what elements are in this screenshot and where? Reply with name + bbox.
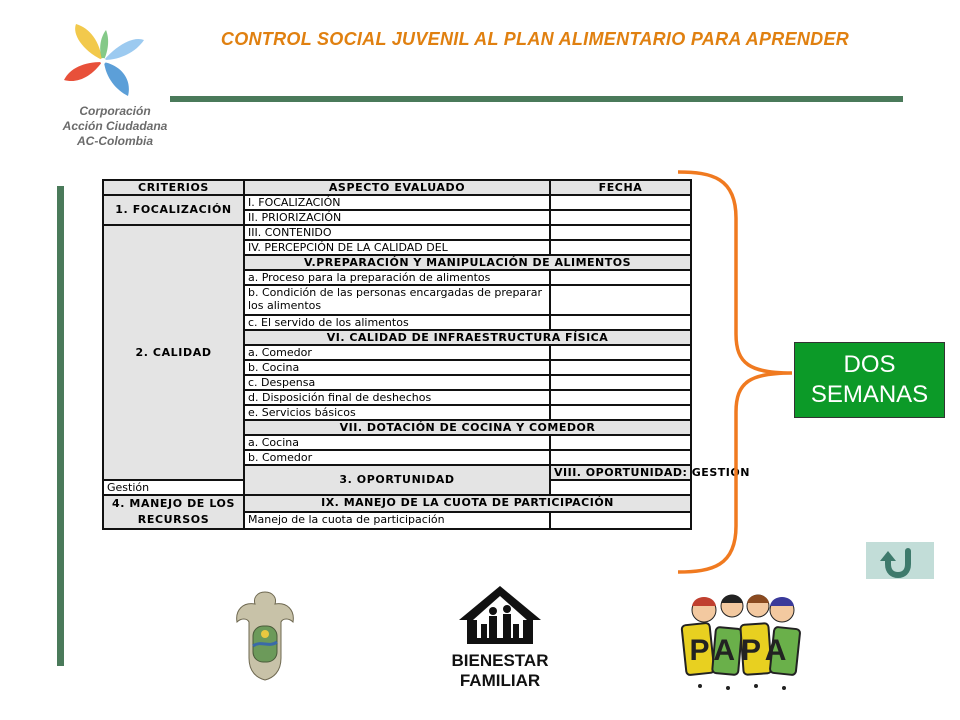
aspect-cell: I. FOCALIZACIÓN	[244, 195, 550, 210]
aspect-cell: II. PRIORIZACIÓN	[244, 210, 550, 225]
aspect-cell: a. Comedor	[244, 345, 550, 360]
organization-name	[40, 104, 190, 149]
fecha-cell	[550, 345, 691, 360]
curly-brace	[672, 168, 802, 576]
aspect-cell: b. Cocina	[244, 360, 550, 375]
fecha-cell	[550, 450, 691, 465]
aspect-cell: c. Despensa	[244, 375, 550, 390]
aspect-cell: III. CONTENIDO	[244, 225, 550, 240]
criteria-table	[102, 179, 750, 530]
org-line-3: AC-Colombia	[77, 134, 153, 148]
header-divider	[170, 96, 903, 102]
criterion-focalizacion: 1. FOCALIZACIÓN	[103, 195, 244, 225]
aspect-cell: b. Comedor	[244, 450, 550, 465]
criterion-calidad: 2. CALIDAD	[103, 225, 244, 480]
header-fecha: FECHA	[550, 180, 691, 195]
section-oportunidad-gestion: VIII. OPORTUNIDAD: GESTIÓN	[550, 465, 691, 480]
duration-line-1: DOS	[843, 351, 896, 378]
fecha-cell	[550, 375, 691, 390]
bienestar-line-2: FAMILIAR	[459, 671, 541, 690]
org-line-2: Acción Ciudadana	[62, 119, 168, 133]
duration-box	[794, 342, 945, 418]
fecha-cell	[550, 435, 691, 450]
aspect-cell: Gestión	[103, 480, 244, 495]
header-criterios: CRITERIOS	[103, 180, 244, 195]
aspect-cell: a. Cocina	[244, 435, 550, 450]
org-line-1: Corporación	[79, 104, 151, 118]
aspect-cell: d. Disposición final de deshechos	[244, 390, 550, 405]
papa-logo	[670, 588, 812, 696]
section-preparacion: V.PREPARACIÓN Y MANIPULACIÓN DE ALIMENTOS	[244, 255, 691, 270]
return-arrow-icon	[866, 542, 934, 579]
table-row	[103, 225, 691, 240]
table-header-row	[103, 180, 691, 195]
fecha-cell	[550, 210, 691, 225]
aspect-cell: b. Condición de las personas encargadas de preparar los alimentos	[244, 285, 550, 315]
left-vertical-divider	[57, 186, 64, 666]
coat-of-arms-logo	[233, 588, 297, 684]
header-aspecto: ASPECTO EVALUADO	[244, 180, 550, 195]
duration-line-2: SEMANAS	[810, 381, 929, 408]
page-title: CONTROL SOCIAL JUVENIL AL PLAN ALIMENTARIO PARA APRENDER	[220, 29, 850, 49]
fecha-cell	[550, 360, 691, 375]
fecha-cell	[550, 480, 691, 495]
fecha-cell	[550, 195, 691, 210]
fecha-cell	[550, 390, 691, 405]
fecha-cell	[550, 285, 691, 315]
table-row	[103, 195, 691, 210]
section-cuota: IX. MANEJO DE LA CUOTA DE PARTICIPACIÓN	[244, 495, 691, 512]
fecha-cell	[550, 240, 691, 255]
table-row	[103, 495, 691, 512]
pinwheel-logo-icon	[62, 22, 146, 102]
bienestar-familiar-logo	[451, 580, 549, 692]
return-button[interactable]	[866, 542, 934, 579]
fecha-cell	[550, 225, 691, 240]
criterion-oportunidad: 3. OPORTUNIDAD	[244, 465, 550, 495]
fecha-cell	[550, 315, 691, 330]
section-infraestructura: VI. CALIDAD DE INFRAESTRUCTURA FÍSICA	[244, 330, 691, 345]
aspect-cell: c. El servido de los alimentos	[244, 315, 550, 330]
aspect-cell: a. Proceso para la preparación de alimentos	[244, 270, 550, 285]
papa-text: PAPA	[689, 634, 793, 667]
aspect-cell: Manejo de la cuota de participación	[244, 512, 550, 529]
fecha-cell	[550, 270, 691, 285]
fecha-cell	[550, 405, 691, 420]
aspect-cell: IV. PERCEPCIÓN DE LA CALIDAD DEL	[244, 240, 550, 255]
bienestar-line-1: BIENESTAR	[451, 651, 549, 670]
fecha-cell	[550, 512, 691, 529]
section-dotacion: VII. DOTACIÓN DE COCINA Y COMEDOR	[244, 420, 691, 435]
aspect-cell: e. Servicios básicos	[244, 405, 550, 420]
criterion-recursos: 4. MANEJO DE LOS RECURSOS	[103, 495, 244, 529]
